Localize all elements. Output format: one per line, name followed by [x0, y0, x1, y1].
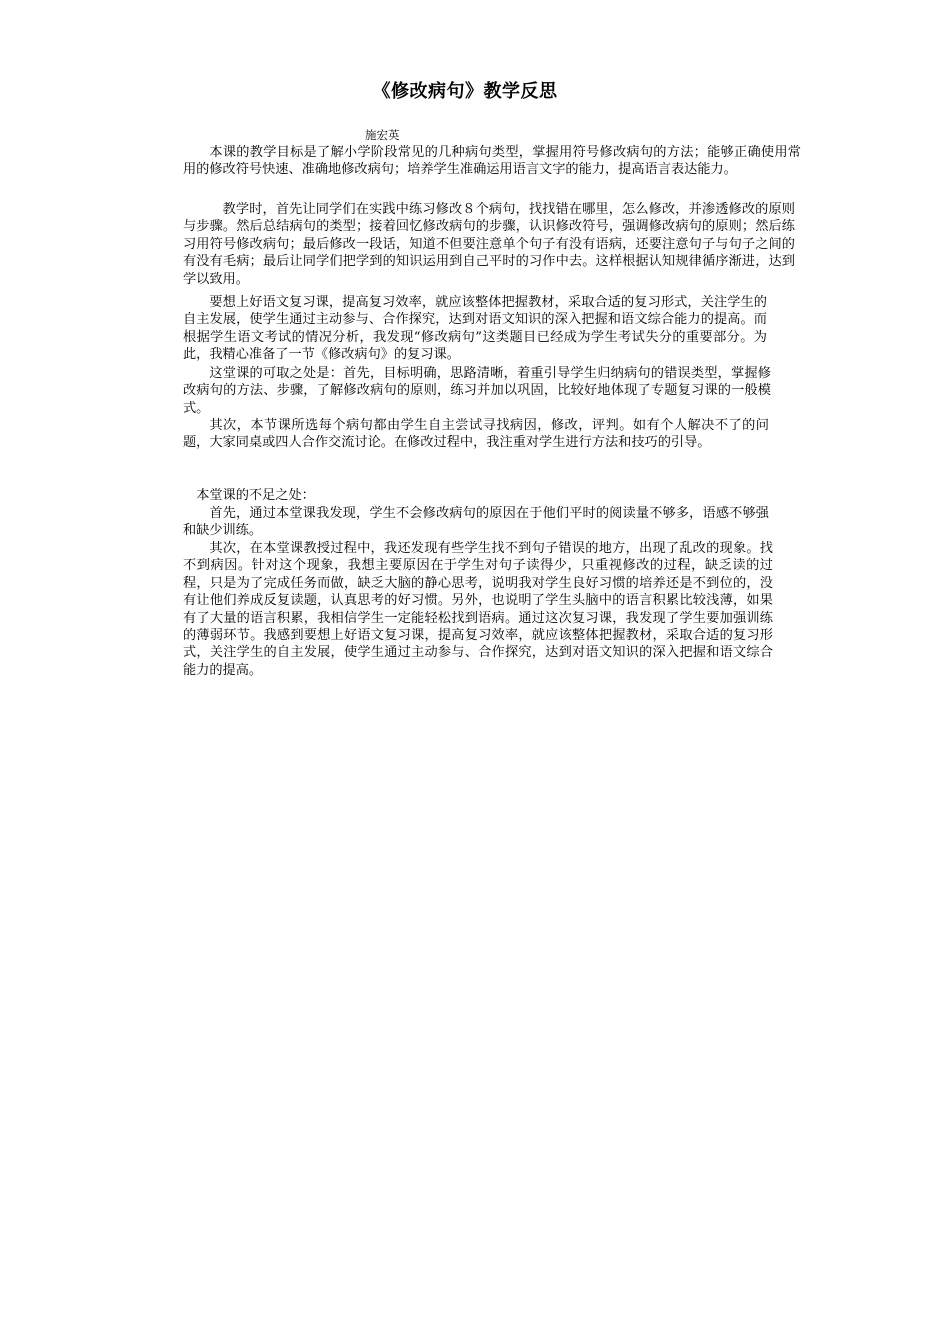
- section-heading: 本堂课的不足之处：: [196, 488, 315, 503]
- paragraph-block: [183, 505, 769, 540]
- paragraph: 其次，本节课所选每个病句都由学生自主尝试寻找病因，修改，评判。如有个人解决不了的问题，大家同桌或四人合作交流讨论。在修改过程中，我注重对学生进行方法和技巧的引导。: [183, 418, 769, 451]
- paragraph: 教学时，首先让同学们在实践中练习修改８个病句，找找错在哪里，怎么修改，并渗透修改的原则与步骤。然后总结病句的类型；接着回忆修改病句的步骤，认识修改符号，强调修改病句的原则；然后练习用符号修改病句；最后修改一段话，知道不但要注意单个句子有没有语病，还要注意句子与句子之间的有没有毛病；最后让同学们把学到的知识运用到自己平时的习作中去。这样根据认知规律循序渐进，达到学以致用。: [183, 202, 795, 287]
- paragraph-block: [183, 417, 769, 452]
- paragraph: 首先，通过本堂课我发现，学生不会修改病句的原因在于他们平时的阅读量不够多，语感不够强和缺少训练。: [183, 506, 769, 539]
- section-heading-block: [183, 487, 769, 504]
- paragraph-block: [183, 365, 771, 417]
- paragraph: 其次，在本堂课教授过程中，我还发现有些学生找不到句子错误的地方，出现了乱改的现象。找不到病因。针对这个现象，我想主要原因在于学生对句子读得少，只重视修改的过程，缺乏读的过程，只是为了完成任务而做，缺乏大脑的静心思考，说明我对学生良好习惯的培养还是不到位的，没有让他们养成反复读题，认真思考的好习惯。另外，也说明了学生头脑中的语言积累比较浅薄，如果有了大量的语言积累，我相信学生一定能轻松找到语病。通过这次复习课，我发现了学生要加强训练的薄弱环节。我感到要想上好语文复习课，提高复习效率，就应该整体把握教材，采取合适的复习形式，关注学生的自主发展，使学生通过主动参与、合作探究，达到对语文知识的深入把握和语文综合能力的提高。: [183, 541, 773, 678]
- document-author: 施宏英: [365, 128, 400, 142]
- paragraph: 本课的教学目标是了解小学阶段常见的几种病句类型，掌握用符号修改病句的方法；能够正确使用常用的修改符号快速、准确地修改病句；培养学生准确运用语言文字的能力，提高语言表达能力。: [183, 145, 801, 178]
- document-title: 《修改病句》教学反思: [372, 81, 558, 102]
- paragraph-block: [183, 294, 767, 364]
- paragraph: 要想上好语文复习课，提高复习效率，就应该整体把握教材，采取合适的复习形式，关注学生的自主发展，使学生通过主动参与、合作探究，达到对语文知识的深入把握和语文综合能力的提高。而根据学生语文考试的情况分析，我发现“修改病句”这类题目已经成为学生考试失分的重要部分。为此，我精心准备了一节《修改病句》的复习课。: [183, 295, 767, 363]
- paragraph: 这堂课的可取之处是：首先，目标明确，思路清晰，着重引导学生归纳病句的错误类型，掌握修改病句的方法、步骤，了解修改病句的原则，练习并加以巩固，比较好地体现了专题复习课的一般模式。: [183, 366, 771, 416]
- paragraph-block: [183, 144, 801, 179]
- paragraph-block: [183, 540, 773, 679]
- paragraph-block: [183, 201, 795, 288]
